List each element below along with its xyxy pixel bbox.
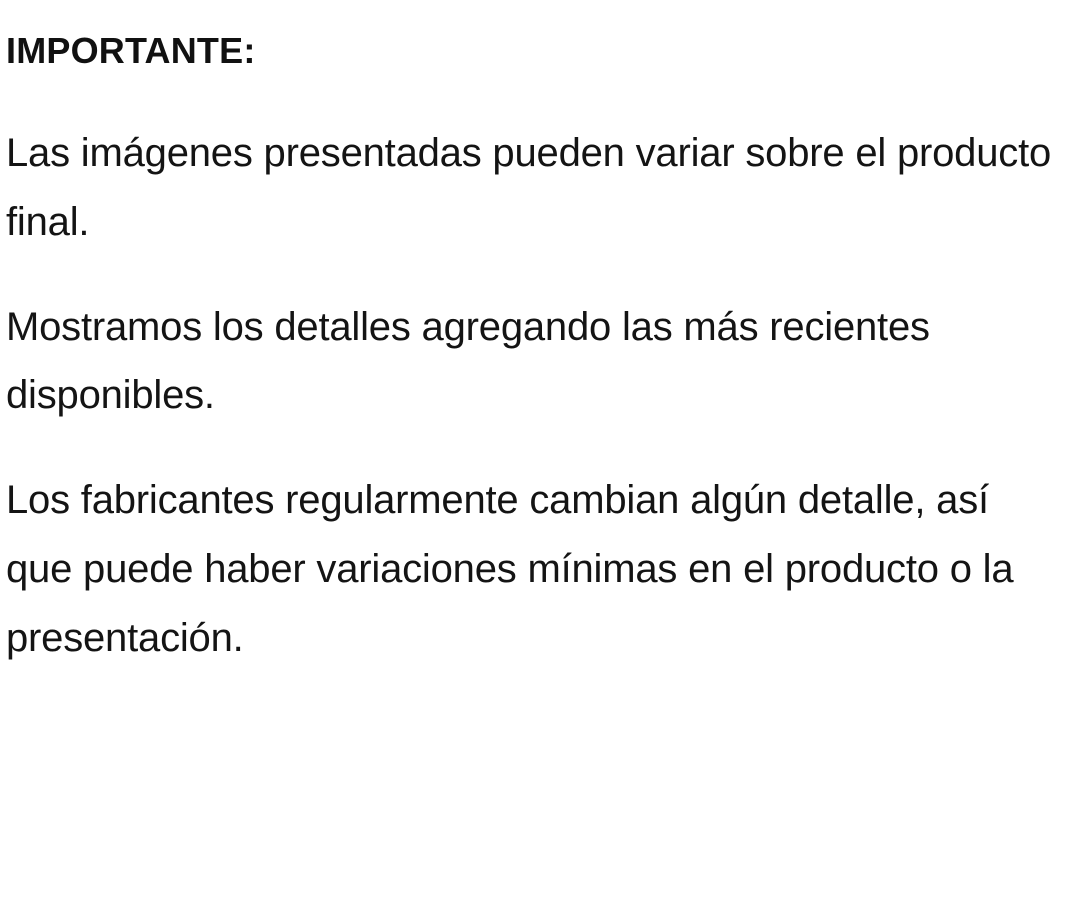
- notice-paragraph-3: Los fabricantes regularmente cambian algún detalle, así que puede haber variaciones mínimas en el producto o la presentación.: [6, 478, 1014, 660]
- notice-paragraph-1: Las imágenes presentadas pueden variar sobre el producto final.: [6, 131, 1052, 244]
- notice-heading: IMPORTANTE:: [6, 30, 256, 71]
- notice-paragraph-2: Mostramos los detalles agregando las más recientes disponibles.: [6, 304, 930, 418]
